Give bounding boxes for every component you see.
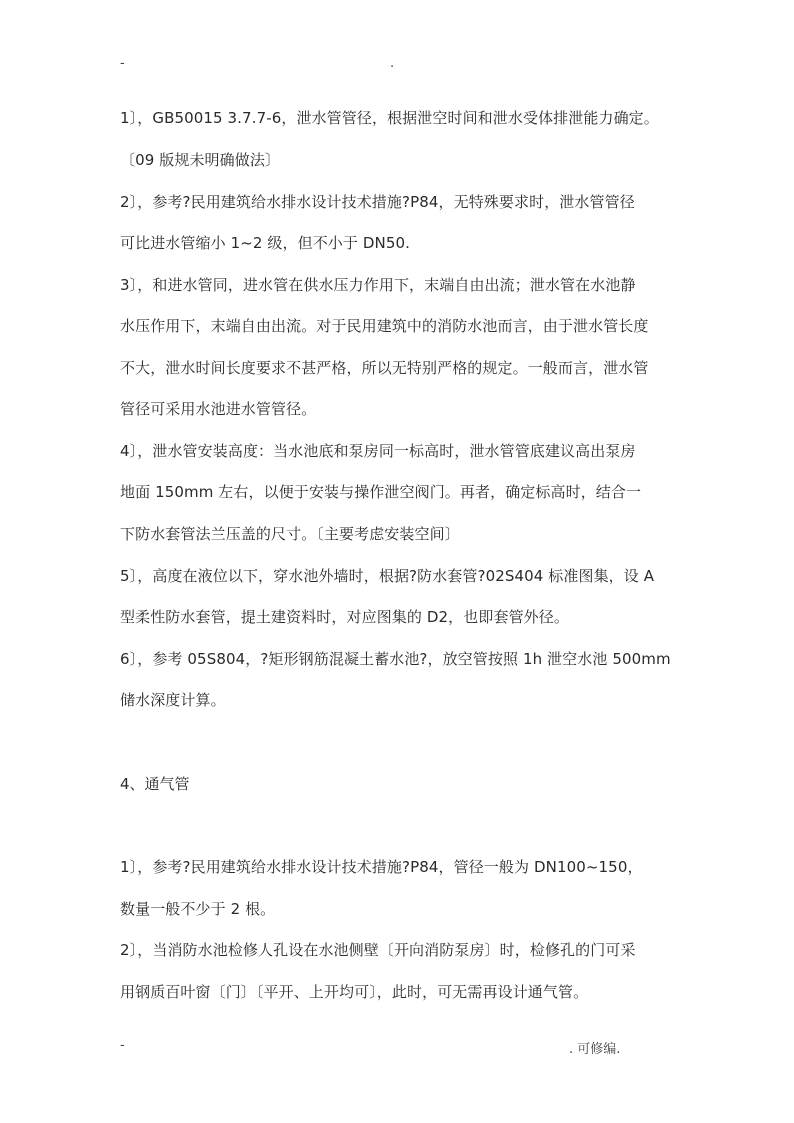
- paragraph-line: 地面 150mm 左右，以便于安装与操作泄空阀门。再者，确定标高时，结合一: [120, 483, 642, 501]
- footer-left-mark: -: [120, 1038, 125, 1053]
- header-right-mark: .: [390, 56, 395, 71]
- paragraph-line: 1〕，参考?民用建筑给水排水设计技术措施?P84，管径一般为 DN100~150，: [120, 858, 643, 876]
- paragraph-line: 数量一般不少于 2 根。: [120, 900, 276, 918]
- paragraph-line: 水压作用下，末端自由出流。对于民用建筑中的消防水池而言，由于泄水管长度: [120, 317, 649, 335]
- section-4-heading: 4、通气管: [120, 775, 190, 793]
- paragraph-line: 可比进水管缩小 1~2 级，但不小于 DN50.: [120, 234, 410, 252]
- paragraph-line: 管径可采用水池进水管管径。: [120, 400, 317, 418]
- paragraph-line: 3〕，和进水管同，进水管在供水压力作用下，末端自由出流；泄水管在水池静: [120, 276, 636, 294]
- paragraph-line: 用钢质百叶窗〔门〕〔平开、上开均可〕，此时，可无需再设计通气管。: [120, 983, 589, 1001]
- paragraph-line: 储水深度计算。: [120, 691, 226, 709]
- paragraph-line: 2〕，参考?民用建筑给水排水设计技术措施?P84，无特殊要求时，泄水管管径: [120, 193, 635, 211]
- paragraph-line: 6〕，参考 05S804，?矩形钢筋混凝土蓄水池?，放空管按照 1h 泄空水池 500mm: [120, 650, 671, 668]
- paragraph-line: 〔09 版规未明确做法〕: [120, 151, 281, 169]
- paragraph-line: 5〕，高度在液位以下，穿水池外墙时，根据?防水套管?02S404 标准图集，设 A: [120, 567, 655, 585]
- paragraph-line: 1〕，GB50015 3.7.7-6，泄水管管径，根据泄空时间和泄水受体排泄能力确定。: [120, 109, 659, 127]
- header-left-mark: -: [120, 56, 125, 71]
- paragraph-line: 不大，泄水时间长度要求不甚严格，所以无特别严格的规定。一般而言，泄水管: [120, 359, 649, 377]
- footer-editable-note: . 可修编.: [569, 1042, 621, 1057]
- paragraph-line: 下防水套管法兰压盖的尺寸。〔主要考虑安装空间〕: [120, 525, 460, 543]
- paragraph-line: 2〕，当消防水池检修人孔设在水池侧壁〔开向消防泵房〕时，检修孔的门可采: [120, 941, 636, 959]
- paragraph-line: 型柔性防水套管，提土建资料时，对应图集的 D2，也即套管外径。: [120, 608, 569, 626]
- paragraph-line: 4〕，泄水管安装高度：当水池底和泵房同一标高时，泄水管管底建议高出泵房: [120, 442, 636, 460]
